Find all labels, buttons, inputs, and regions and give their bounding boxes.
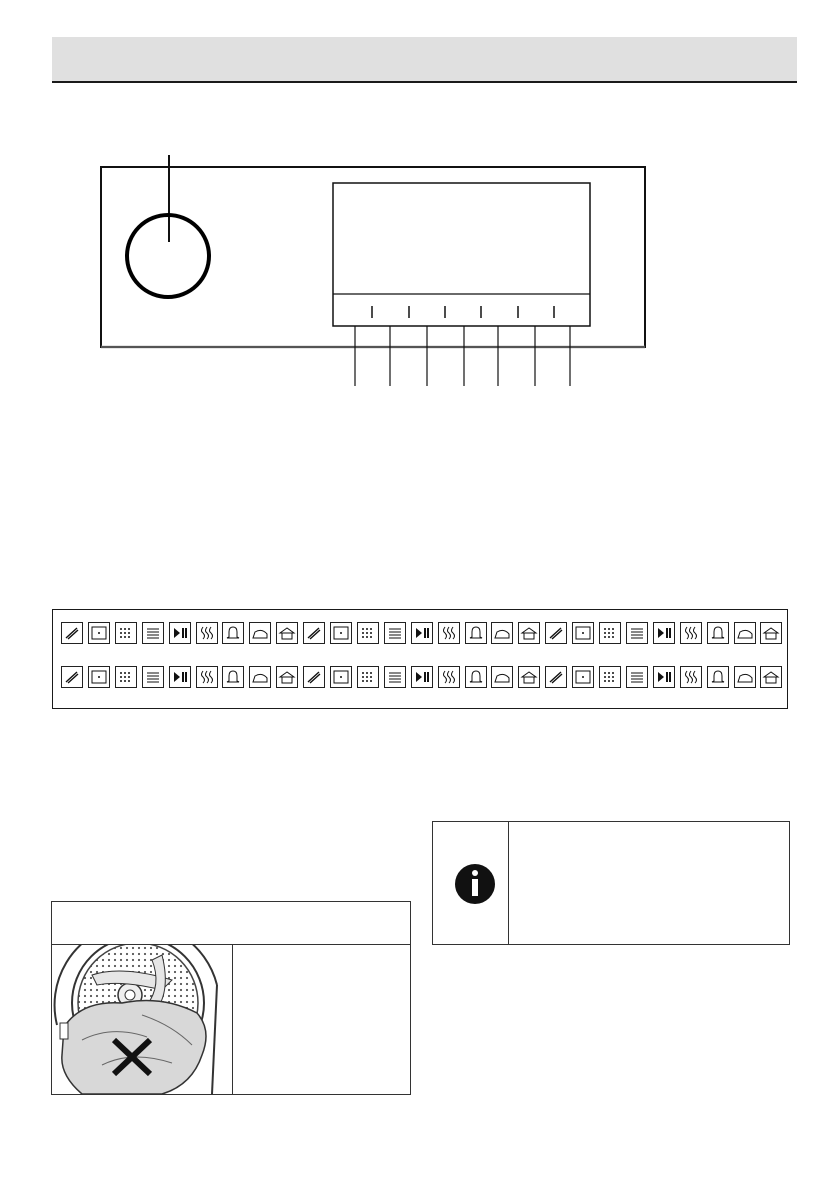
no-fluff-icon <box>653 622 675 644</box>
bluetooth-icon <box>680 666 702 688</box>
overloaded-drum-illustration <box>52 945 233 1094</box>
trousers-icon <box>303 666 325 688</box>
hanger-2plus-small-icon <box>330 622 352 644</box>
warning-header <box>52 902 410 945</box>
moisture-icon <box>88 622 110 644</box>
shield-heart-icon <box>438 666 460 688</box>
flask-heart-icon <box>196 666 218 688</box>
hand-wave-icon <box>491 666 513 688</box>
pages-icon <box>169 666 191 688</box>
bulb-icon <box>88 666 110 688</box>
lock-icon <box>438 622 460 644</box>
iron-icon <box>249 622 271 644</box>
doc-lines-icon <box>707 666 729 688</box>
hanger-2-icon <box>276 622 298 644</box>
info-box <box>432 821 790 945</box>
wifi-icon <box>734 666 756 688</box>
cotton-grid-icon <box>249 666 271 688</box>
phone-icon <box>760 622 782 644</box>
lines-icon <box>142 622 164 644</box>
brush-icon <box>61 622 83 644</box>
x-circle-icon <box>680 622 702 644</box>
eco-cycle-icon <box>760 666 782 688</box>
shield-star-icon <box>465 666 487 688</box>
dry-check-icon <box>545 622 567 644</box>
control-panel-diagram <box>0 150 839 395</box>
info-circle-icon <box>626 622 648 644</box>
key-3s-icon <box>465 622 487 644</box>
fan-icon <box>411 666 433 688</box>
sphere-icon <box>734 622 756 644</box>
display-screen <box>333 183 590 326</box>
timer-icon <box>518 622 540 644</box>
check-circle-icon <box>357 622 379 644</box>
sheet-box-icon <box>626 666 648 688</box>
rotate-x-icon <box>384 622 406 644</box>
shirt-icon <box>707 622 729 644</box>
clock-plus-icon <box>572 622 594 644</box>
play-pause-icon <box>169 622 191 644</box>
cotton-icon <box>276 666 298 688</box>
no-3s-icon <box>411 622 433 644</box>
info-icon-cell <box>433 822 509 944</box>
symbol-legend-box <box>52 609 788 709</box>
stack-icon <box>357 666 379 688</box>
flask-icon <box>222 666 244 688</box>
moon-icon <box>572 666 594 688</box>
down-arrows-plus-icon <box>545 666 567 688</box>
shirt-cycle-icon <box>115 666 137 688</box>
leaf-icon <box>142 666 164 688</box>
hanger-2plus-icon <box>303 622 325 644</box>
heat-waves-icon <box>196 622 218 644</box>
section-header-bar <box>52 37 797 83</box>
dots-grid-icon <box>115 622 137 644</box>
box-leaf-icon <box>653 666 675 688</box>
down-arrows-icon <box>518 666 540 688</box>
jacket-icon <box>599 666 621 688</box>
envelope-icon <box>384 666 406 688</box>
warning-box <box>51 901 411 1095</box>
warning-text-cell <box>233 945 410 1094</box>
sun-icon <box>61 666 83 688</box>
thermometer-icon <box>491 622 513 644</box>
shirt-pair-icon <box>330 666 352 688</box>
bell-icon <box>222 622 244 644</box>
cycle-shirt-icon <box>599 622 621 644</box>
info-icon <box>433 822 508 944</box>
